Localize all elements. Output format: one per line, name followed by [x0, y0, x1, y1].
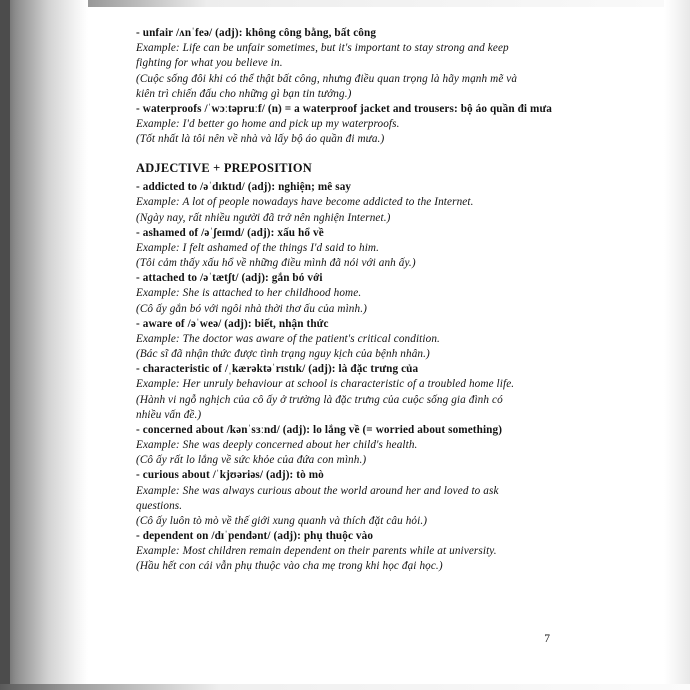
entry-block	[136, 271, 564, 317]
entry-example: Example: I'd better go home and pick up my waterproofs.	[136, 118, 400, 131]
entry-headword: - ashamed of /əˈʃeɪmd/ (adj): xấu hổ về	[136, 226, 324, 239]
entry-translation: (Tốt nhất là tôi nên về nhà và lấy bộ áo quần đi mưa.)	[136, 133, 385, 146]
entry-headword: - characteristic of /ˌkærəktəˈrɪstɪk/ (adj): là đặc trưng của	[136, 363, 419, 376]
entry-headword: - curious about /ˈkjʊəriəs/ (adj): tò mò	[136, 469, 324, 482]
entry-example: Example: She is attached to her childhood home.	[136, 287, 362, 300]
entry-example: Example: She was always curious about the world around her and loved to ask	[136, 484, 499, 497]
entry-headword: - dependent on /dɪˈpendənt/ (adj): phụ thuộc vào	[136, 530, 374, 543]
entry-block	[136, 423, 564, 469]
section-heading: ADJECTIVE + PREPOSITION	[136, 161, 312, 176]
entry-translation: (Cuộc sống đôi khi có thể thật bất công, nhưng điều quan trọng là hãy mạnh mẽ và	[136, 72, 518, 85]
entry-example: Example: Life can be unfair sometimes, but it's important to stay strong and keep	[136, 42, 509, 55]
entry-example: Example: Most children remain dependent on their parents while at university.	[136, 545, 497, 558]
entry-block	[136, 317, 564, 363]
entry-headword: - waterproofs /ˈwɔːtəpruːf/ (n) = a waterproof jacket and trousers: bộ áo quần đi mưa	[136, 102, 553, 115]
entry-translation: (Hành vi ngỗ nghịch của cô ấy ở trường là đặc trưng của cuộc sống gia đình có	[136, 393, 503, 406]
entry-example: Example: I felt ashamed of the things I'd said to him.	[136, 241, 380, 254]
page-bottom-edge	[0, 684, 690, 690]
entry-example: Example: A lot of people nowadays have become addicted to the Internet.	[136, 196, 474, 209]
entry-translation: (Cô ấy rất lo lắng về sức khỏe của đứa con mình.)	[136, 454, 367, 467]
entry-translation: (Ngày nay, rất nhiều người đã trở nên nghiện Internet.)	[136, 211, 391, 224]
entry-block	[136, 226, 564, 272]
entry-block	[136, 180, 564, 226]
page-content	[136, 26, 564, 666]
page-left-edge	[0, 0, 10, 690]
entry-headword: - addicted to /əˈdɪktɪd/ (adj): nghiện; mê say	[136, 181, 352, 194]
entry-headword: - unfair /ʌnˈfeə/ (adj): không công bằng, bất công	[136, 27, 377, 39]
entry-headword: - attached to /əˈtætʃt/ (adj): gắn bó với	[136, 272, 323, 285]
entry-translation: (Bác sĩ đã nhận thức được tình trạng nguy kịch của bệnh nhân.)	[136, 348, 430, 361]
entry-headword: - concerned about /kənˈsɜːnd/ (adj): lo lắng về (= worried about something)	[136, 423, 503, 436]
page-gutter-shadow	[0, 0, 88, 690]
entry-example: Example: The doctor was aware of the patient's critical condition.	[136, 332, 440, 345]
page-top-edge	[0, 0, 690, 7]
entry-translation-cont: nhiều vấn đề.)	[136, 408, 202, 421]
entry-translation: (Cô ấy gắn bó với ngôi nhà thời thơ ấu của mình.)	[136, 302, 367, 315]
entry-example: Example: Her unruly behaviour at school is characteristic of a troubled home life.	[136, 378, 515, 391]
entry-translation: (Hầu hết con cái vẫn phụ thuộc vào cha mẹ trong khi học đại học.)	[136, 560, 443, 573]
entry-block	[136, 468, 564, 529]
page-right-edge	[664, 0, 690, 690]
entry-example: Example: She was deeply concerned about her child's health.	[136, 439, 418, 452]
entry-example-cont: questions.	[136, 499, 183, 512]
entry-translation-cont: kiên trì chiến đấu cho những gì bạn tin tưởng.)	[136, 87, 352, 100]
page-number: 7	[544, 633, 550, 646]
entry-translation: (Tôi cảm thấy xấu hổ về những điều mình đã nói với anh ấy.)	[136, 257, 416, 270]
entry-headword: - aware of /əˈweə/ (adj): biết, nhận thức	[136, 317, 329, 330]
entry-example-cont: fighting for what you believe in.	[136, 57, 283, 70]
entry-block	[136, 529, 564, 575]
entry-block	[136, 362, 564, 423]
entry-translation: (Cô ấy luôn tò mò về thế giới xung quanh và thích đặt câu hỏi.)	[136, 514, 428, 527]
